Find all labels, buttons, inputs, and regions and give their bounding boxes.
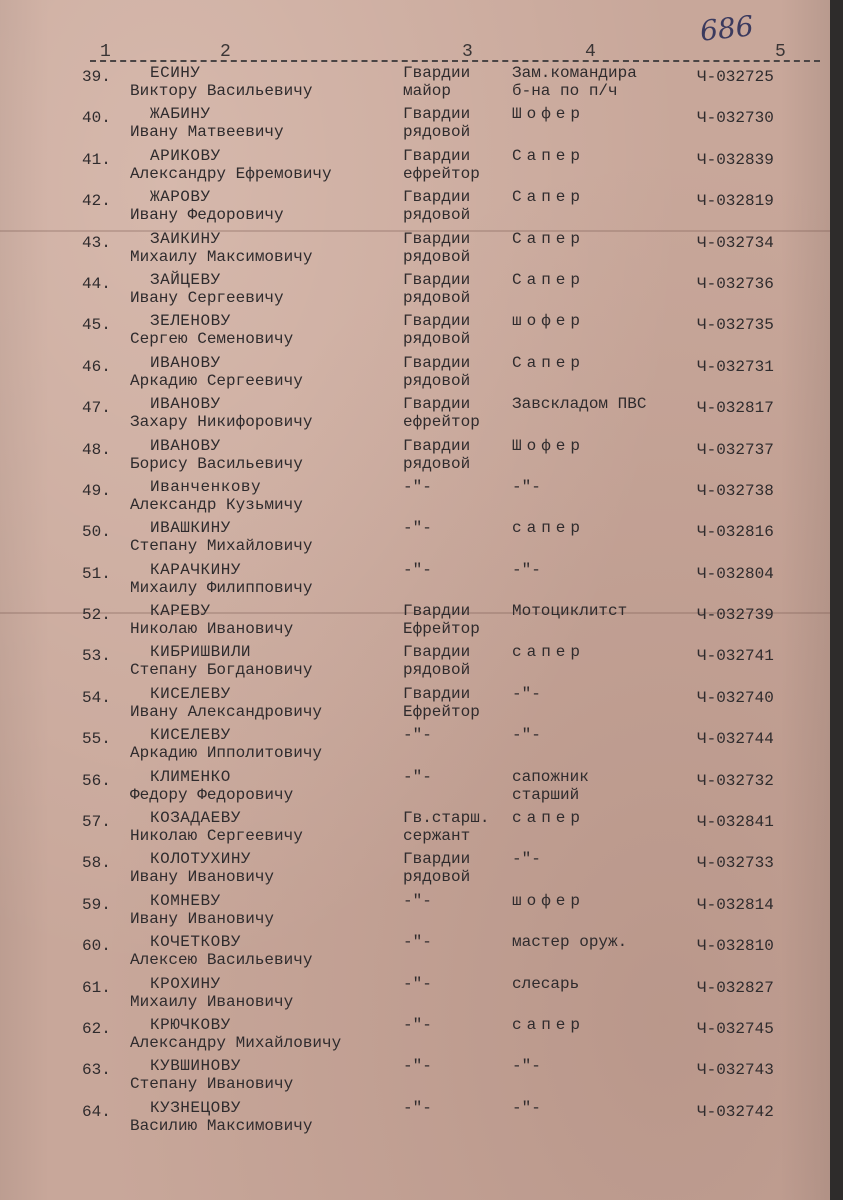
rank: -"-: [403, 726, 432, 745]
position: -"-: [512, 684, 541, 703]
award-code: Ч-032810: [697, 937, 774, 956]
surname: ИВАНОВУ: [150, 395, 221, 414]
surname: КУЗНЕЦОВУ: [150, 1098, 241, 1117]
given-name: Степану Ивановичу: [130, 1075, 294, 1094]
row-number: 39.: [82, 68, 111, 86]
row-number: 62.: [82, 1019, 111, 1038]
row-number: 53.: [82, 647, 111, 666]
table-row: [0, 517, 830, 558]
award-code: Ч-032839: [697, 150, 774, 169]
table-row: [0, 435, 830, 476]
table-row: [0, 393, 830, 434]
award-code: Ч-032725: [697, 68, 774, 86]
row-number: 43.: [82, 233, 111, 252]
given-name: Степану Михайловичу: [130, 537, 313, 556]
table-row: [0, 1014, 830, 1055]
position: Завскладом ПВС: [512, 395, 647, 414]
scan-edge: [830, 0, 843, 1200]
surname: ЗАИКИНУ: [150, 229, 221, 248]
table-row: [0, 1055, 830, 1096]
position: -"-: [512, 477, 541, 496]
given-name: Ивану Федоровичу: [130, 206, 284, 225]
table-row: [0, 103, 830, 144]
position: Мотоциклитст: [512, 602, 628, 621]
row-number: 47.: [82, 399, 111, 418]
table-row: [0, 683, 830, 724]
surname: ИВАНОВУ: [150, 436, 221, 455]
position: -"-: [512, 726, 541, 745]
table-row: [0, 1097, 830, 1138]
given-name: Николаю Ивановичу: [130, 620, 294, 639]
rank: -"-: [403, 1057, 432, 1076]
award-code: Ч-032827: [697, 978, 774, 997]
column-header: 1: [100, 42, 111, 62]
surname: КИБРИШВИЛИ: [150, 643, 252, 662]
award-code: Ч-032742: [697, 1102, 774, 1121]
row-number: 49.: [82, 481, 111, 500]
position: Сапер: [512, 353, 586, 372]
archive-page-number: 686: [698, 9, 756, 48]
award-code: Ч-032841: [697, 813, 774, 832]
given-name: Михаилу Максимовичу: [130, 247, 313, 266]
award-code: Ч-032804: [697, 564, 774, 583]
given-name: Ивану Александровичу: [130, 702, 323, 721]
surname: КЛИМЕНКО: [150, 767, 231, 786]
surname: ЖАБИНУ: [150, 105, 211, 124]
surname: КИСЕЛЕВУ: [150, 726, 231, 745]
given-name: Михаилу Филипповичу: [130, 578, 313, 597]
row-number: 64.: [82, 1102, 111, 1121]
table-row: [0, 186, 830, 227]
table-row: [0, 931, 830, 972]
surname: Иванченкову: [150, 477, 262, 496]
position: слесарь: [512, 974, 580, 993]
position: шофер: [512, 891, 586, 910]
row-number: 63.: [82, 1061, 111, 1080]
position: сапер: [512, 1015, 586, 1034]
rank: Гвардии рядовой: [403, 188, 471, 225]
award-code: Ч-032736: [697, 274, 774, 293]
surname: КРЮЧКОВУ: [150, 1015, 231, 1034]
surname: КОЛОТУХИНУ: [150, 850, 252, 869]
surname: ЕСИНУ: [150, 64, 201, 82]
rank: -"-: [403, 933, 432, 952]
surname: ИВАШКИНУ: [150, 519, 231, 538]
table-row: [0, 476, 830, 517]
table-row: [0, 973, 830, 1014]
given-name: Александру Михайловичу: [130, 1033, 342, 1052]
rank: Гвардии рядовой: [403, 643, 471, 680]
row-number: 59.: [82, 895, 111, 914]
position: сапер: [512, 519, 586, 538]
award-code: Ч-032733: [697, 854, 774, 873]
rank: Гвардии майор: [403, 64, 471, 100]
rank: Гвардии рядовой: [403, 850, 471, 887]
given-name: Аркадию Ипполитовичу: [130, 744, 323, 763]
surname: ИВАНОВУ: [150, 353, 221, 372]
column-header: 5: [775, 42, 786, 62]
position: Зам.командира б-на по п/ч: [512, 64, 637, 100]
surname: ЗЕЛЕНОВУ: [150, 312, 231, 331]
surname: КУВШИНОВУ: [150, 1057, 241, 1076]
position: -"-: [512, 560, 541, 579]
rank: Гвардии Ефрейтор: [403, 684, 480, 721]
award-code: Ч-032816: [697, 523, 774, 542]
surname: КОЧЕТКОВУ: [150, 933, 241, 952]
column-header: 2: [220, 42, 231, 62]
award-code: Ч-032731: [697, 357, 774, 376]
row-number: 60.: [82, 937, 111, 956]
rank: Гвардии рядовой: [403, 436, 471, 473]
surname: ЗАЙЦЕВУ: [150, 270, 221, 289]
award-code: Ч-032734: [697, 233, 774, 252]
given-name: Михаилу Ивановичу: [130, 992, 294, 1011]
rank: Гвардии рядовой: [403, 312, 471, 349]
given-name: Борису Васильевичу: [130, 454, 303, 473]
personnel-list: [0, 62, 830, 1138]
given-name: Федору Федоровичу: [130, 785, 294, 804]
given-name: Ивану Ивановичу: [130, 909, 275, 928]
position: Шофер: [512, 436, 586, 455]
award-code: Ч-032745: [697, 1019, 774, 1038]
rank: -"-: [403, 1098, 432, 1117]
rank: Гв.старш. сержант: [403, 809, 490, 846]
column-header: 4: [585, 42, 596, 62]
position: Сапер: [512, 270, 586, 289]
surname: КОМНЕВУ: [150, 891, 221, 910]
surname: АРИКОВУ: [150, 146, 221, 165]
given-name: Николаю Сергеевичу: [130, 827, 303, 846]
surname: КАРАЧКИНУ: [150, 560, 241, 579]
rank: Гвардии ефрейтор: [403, 395, 480, 432]
given-name: Аркадию Сергеевичу: [130, 371, 303, 390]
award-code: Ч-032814: [697, 895, 774, 914]
rank: Гвардии рядовой: [403, 229, 471, 266]
row-number: 51.: [82, 564, 111, 583]
award-code: Ч-032819: [697, 192, 774, 211]
position: шофер: [512, 312, 586, 331]
position: Сапер: [512, 146, 586, 165]
table-row: [0, 559, 830, 600]
table-row: [0, 600, 830, 641]
given-name: Виктору Васильевичу: [130, 82, 313, 100]
column-header: 3: [462, 42, 473, 62]
award-code: Ч-032740: [697, 688, 774, 707]
rank: Гвардии рядовой: [403, 105, 471, 142]
table-row: [0, 807, 830, 848]
row-number: 50.: [82, 523, 111, 542]
rank: -"-: [403, 560, 432, 579]
row-number: 40.: [82, 109, 111, 128]
table-row: [0, 890, 830, 931]
position: -"-: [512, 1098, 541, 1117]
position: сапер: [512, 809, 586, 828]
given-name: Захару Никифоровичу: [130, 413, 313, 432]
surname: КРОХИНУ: [150, 974, 221, 993]
row-number: 55.: [82, 730, 111, 749]
given-name: Василию Максимовичу: [130, 1116, 313, 1135]
award-code: Ч-032739: [697, 606, 774, 625]
given-name: Александр Кузьмичу: [130, 495, 303, 514]
award-code: Ч-032735: [697, 316, 774, 335]
row-number: 45.: [82, 316, 111, 335]
table-row: [0, 641, 830, 682]
rank: -"-: [403, 891, 432, 910]
table-row: [0, 145, 830, 186]
given-name: Сергею Семеновичу: [130, 330, 294, 349]
position: -"-: [512, 1057, 541, 1076]
rank: -"-: [403, 1015, 432, 1034]
table-row: [0, 228, 830, 269]
row-number: 52.: [82, 606, 111, 625]
given-name: Ивану Матвеевичу: [130, 123, 284, 142]
given-name: Степану Богдановичу: [130, 661, 313, 680]
rank: Гвардии Ефрейтор: [403, 602, 480, 639]
rank: Гвардии рядовой: [403, 270, 471, 307]
award-code: Ч-032817: [697, 399, 774, 418]
row-number: 56.: [82, 771, 111, 790]
row-number: 46.: [82, 357, 111, 376]
table-row: [0, 724, 830, 765]
table-row: [0, 62, 830, 103]
surname: КОЗАДАЕВУ: [150, 809, 241, 828]
given-name: Алексею Васильевичу: [130, 951, 313, 970]
award-code: Ч-032741: [697, 647, 774, 666]
table-row: [0, 848, 830, 889]
surname: КАРЕВУ: [150, 602, 211, 621]
row-number: 57.: [82, 813, 111, 832]
table-row: [0, 310, 830, 351]
position: мастер оруж.: [512, 933, 628, 952]
position: Сапер: [512, 188, 586, 207]
award-code: Ч-032732: [697, 771, 774, 790]
rank: -"-: [403, 974, 432, 993]
row-number: 44.: [82, 274, 111, 293]
table-row: [0, 352, 830, 393]
rank: -"-: [403, 519, 432, 538]
row-number: 42.: [82, 192, 111, 211]
surname: КИСЕЛЕВУ: [150, 684, 231, 703]
given-name: Ивану Сергеевичу: [130, 288, 284, 307]
rank: -"-: [403, 767, 432, 786]
row-number: 58.: [82, 854, 111, 873]
award-code: Ч-032744: [697, 730, 774, 749]
table-row: [0, 269, 830, 310]
given-name: Ивану Ивановичу: [130, 868, 275, 887]
position: -"-: [512, 850, 541, 869]
rank: Гвардии рядовой: [403, 353, 471, 390]
surname: ЖАРОВУ: [150, 188, 211, 207]
position: Шофер: [512, 105, 586, 124]
award-code: Ч-032743: [697, 1061, 774, 1080]
position: сапожник старший: [512, 767, 589, 804]
award-code: Ч-032730: [697, 109, 774, 128]
row-number: 54.: [82, 688, 111, 707]
position: сапер: [512, 643, 586, 662]
row-number: 48.: [82, 440, 111, 459]
award-code: Ч-032738: [697, 481, 774, 500]
row-number: 41.: [82, 150, 111, 169]
position: Сапер: [512, 229, 586, 248]
rank: Гвардии ефрейтор: [403, 146, 480, 183]
rank: -"-: [403, 477, 432, 496]
award-code: Ч-032737: [697, 440, 774, 459]
table-row: [0, 766, 830, 807]
row-number: 61.: [82, 978, 111, 997]
given-name: Александру Ефремовичу: [130, 164, 332, 183]
